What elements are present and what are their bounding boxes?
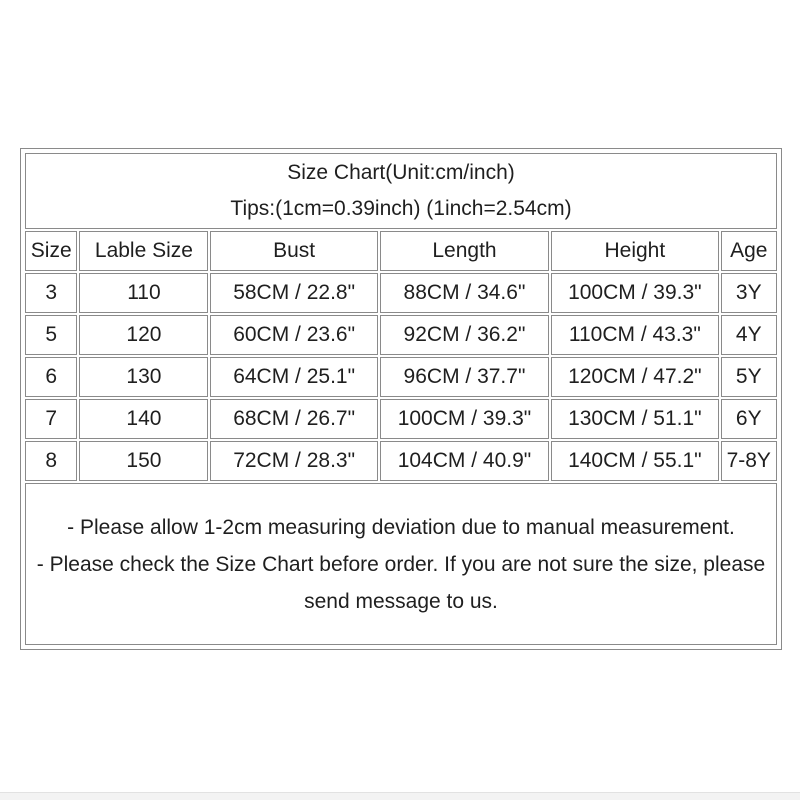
header-lable-size: Lable Size — [79, 231, 208, 271]
cell-height: 120CM / 47.2" — [551, 357, 718, 397]
cell-size: 6 — [25, 357, 77, 397]
size-chart-table — [23, 151, 779, 647]
header-height: Height — [551, 231, 718, 271]
table-row — [25, 357, 777, 397]
cell-height: 100CM / 39.3" — [551, 273, 718, 313]
cell-height: 130CM / 51.1" — [551, 399, 718, 439]
cell-height: 140CM / 55.1" — [551, 441, 718, 481]
cell-length: 92CM / 36.2" — [380, 315, 549, 355]
cell-bust: 64CM / 25.1" — [210, 357, 377, 397]
cell-height: 110CM / 43.3" — [551, 315, 718, 355]
cell-length: 88CM / 34.6" — [380, 273, 549, 313]
header-length: Length — [380, 231, 549, 271]
table-row — [25, 315, 777, 355]
table-row — [25, 273, 777, 313]
cell-size: 7 — [25, 399, 77, 439]
bottom-scroll-strip — [0, 792, 800, 800]
cell-bust: 60CM / 23.6" — [210, 315, 377, 355]
cell-size: 8 — [25, 441, 77, 481]
size-chart — [20, 148, 782, 650]
cell-length: 104CM / 40.9" — [380, 441, 549, 481]
note-check-size-chart: - Please check the Size Chart before order. If you are not sure the size, please send message to us. — [36, 552, 766, 613]
table-row — [25, 441, 777, 481]
header-bust: Bust — [210, 231, 377, 271]
cell-size: 3 — [25, 273, 77, 313]
header-age: Age — [721, 231, 778, 271]
chart-tips: Tips:(1cm=0.39inch) (1inch=2.54cm) — [230, 197, 572, 220]
cell-size: 5 — [25, 315, 77, 355]
cell-age: 5Y — [721, 357, 778, 397]
cell-length: 96CM / 37.7" — [380, 357, 549, 397]
cell-bust: 68CM / 26.7" — [210, 399, 377, 439]
cell-lable-size: 150 — [79, 441, 208, 481]
cell-lable-size: 120 — [79, 315, 208, 355]
cell-age: 4Y — [721, 315, 778, 355]
cell-bust: 58CM / 22.8" — [210, 273, 377, 313]
cell-lable-size: 140 — [79, 399, 208, 439]
cell-age: 7-8Y — [721, 441, 778, 481]
chart-title: Size Chart(Unit:cm/inch) — [287, 161, 515, 184]
cell-bust: 72CM / 28.3" — [210, 441, 377, 481]
chart-title-cell — [25, 153, 777, 229]
table-row — [25, 399, 777, 439]
notes-cell — [25, 483, 777, 645]
cell-lable-size: 110 — [79, 273, 208, 313]
header-size: Size — [25, 231, 77, 271]
note-measuring-deviation: - Please allow 1-2cm measuring deviation due to manual measurement. — [67, 515, 735, 539]
cell-age: 3Y — [721, 273, 778, 313]
cell-age: 6Y — [721, 399, 778, 439]
cell-lable-size: 130 — [79, 357, 208, 397]
header-row — [25, 231, 777, 271]
cell-length: 100CM / 39.3" — [380, 399, 549, 439]
